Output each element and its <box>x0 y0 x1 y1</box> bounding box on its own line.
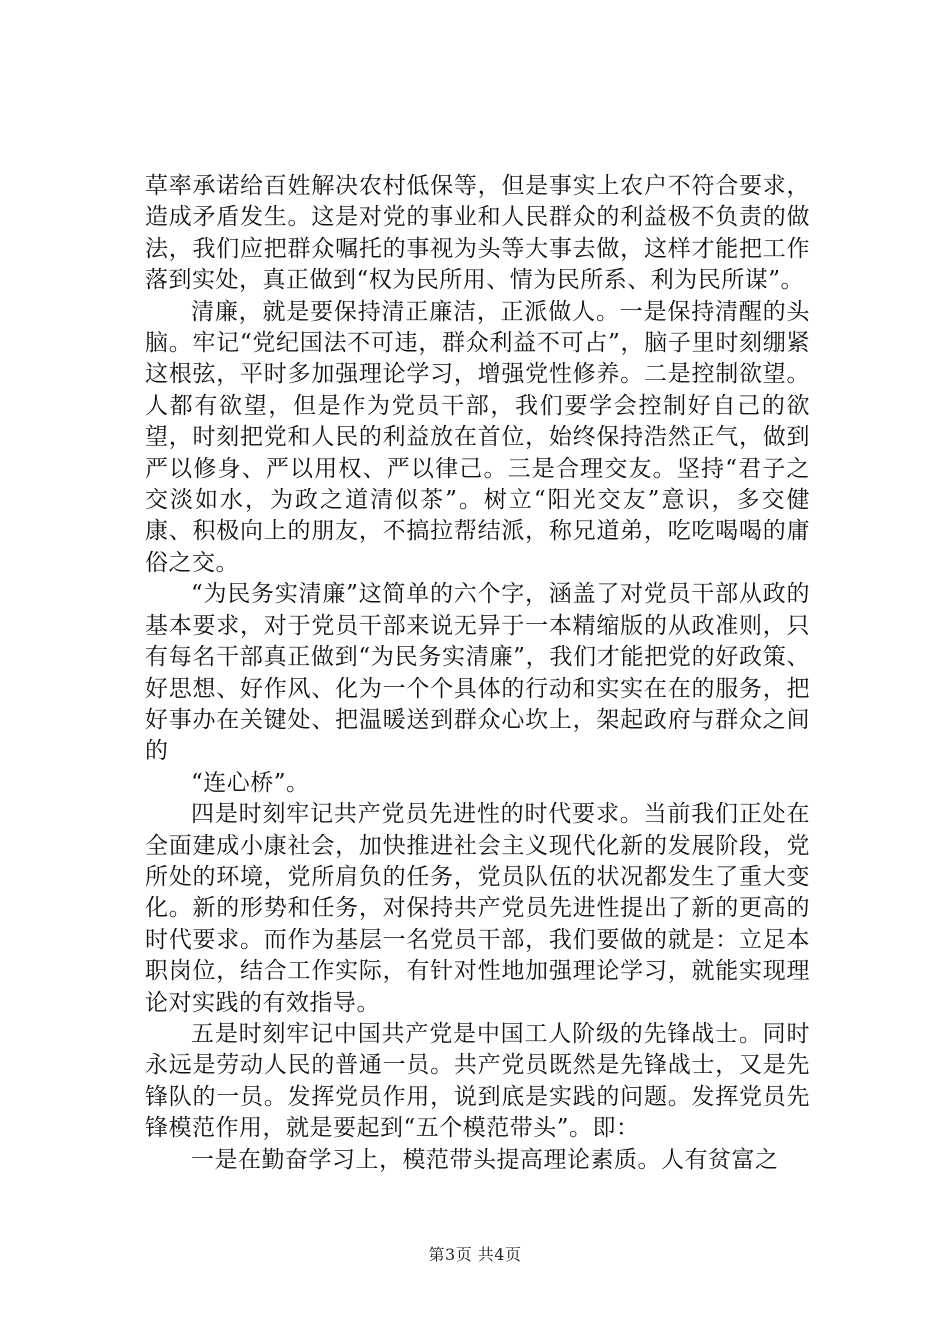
paragraph-integrity: 清廉，就是要保持清正廉洁，正派做人。一是保持清醒的头脑。牢记“党纪国法不可违，群众利益不可占”，脑子里时刻绷紧这根弦，平时多加强理论学习，增强党性修养。二是控制欲望。人都有欲望，但是作为党员干部，我们要学会控制好自己的欲望，时刻把党和人民的利益放在首位，始终保持浩然正气，做到严以修身、严以用权、严以律己。三是合理交友。坚持“君子之交淡如水，为政之道清似茶”。树立“阳光交友”意识，多交健康、积极向上的朋友，不搞拉帮结派，称兄道弟，吃吃喝喝的庸俗之交。 <box>145 298 810 576</box>
paragraph-heart-bridge: “连心桥”。 <box>191 769 310 796</box>
paragraph-continuation: 草率承诺给百姓解决农村低保等，但是事实上农户不符合要求，造成矛盾发生。这是对党的事业和人民群众的利益极不负责的做法，我们应把群众嘱托的事视为头等大事去做，这样才能把工作落到实处，真正做到“权为民所用、情为民所系、利为民所谋”。 <box>145 173 810 294</box>
paragraph-six-characters: “为民务实清廉”这简单的六个字，涵盖了对党员干部从政的基本要求，对于党员干部来说无异于一本精缩版的从政准则，只有每名干部真正做到“为民务实清廉”，我们才能把党的好政策、好思想、好作风、化为一个个具体的行动和实实在在的服务，把好事办在关键处、把温暖送到群众心坎上，架起政府与群众之间的 <box>145 581 810 765</box>
page-number-footer: 第3页 共4页 <box>428 1245 522 1264</box>
document-body <box>145 171 810 1176</box>
paragraph-point-five: 五是时刻牢记中国共产党是中国工人阶级的先锋战士。同时永远是劳动人民的普通一员。共产党员既然是先锋战士，又是先锋队的一员。发挥党员作用，说到底是实践的问题。发挥党员先锋模范作用，就是要起到“五个模范带头”。即： <box>145 1020 810 1142</box>
paragraph-point-four: 四是时刻牢记共产党员先进性的时代要求。当前我们正处在全面建成小康社会，加快推进社会主义现代化新的发展阶段，党所处的环境，党所肩负的任务，党员队伍的状况都发生了重大变化。新的形势和任务，对保持共产党员先进性提出了新的更高的时代要求。而作为基层一名党员干部，我们要做的就是：立足本职岗位，结合工作实际，有针对性地加强理论学习，就能实现理论对实践的有效指导。 <box>145 801 810 1016</box>
paragraph-study: 一是在勤奋学习上，模范带头提高理论素质。人有贫富之 <box>191 1146 779 1173</box>
